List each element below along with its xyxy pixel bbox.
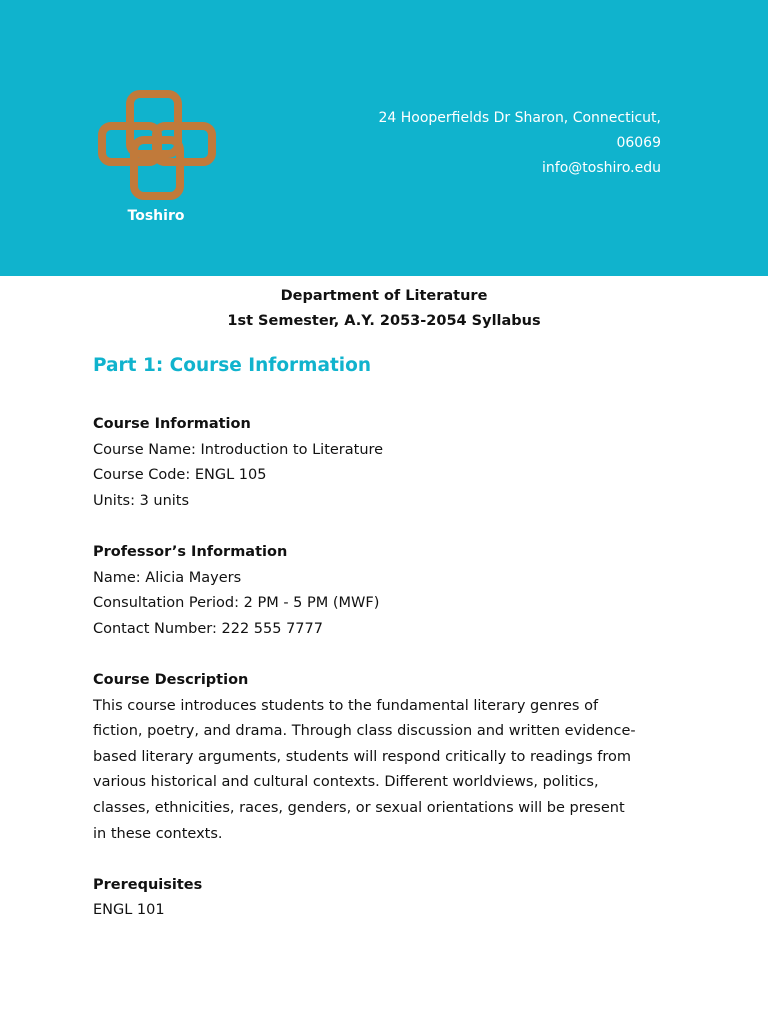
address-line-2: 06069 [616, 135, 661, 151]
course-info-section [93, 412, 675, 514]
consultation-period: Consultation Period: 2 PM - 5 PM (MWF) [93, 595, 380, 612]
header-banner [0, 0, 768, 276]
course-info-heading: Course Information [93, 416, 251, 432]
professor-heading: Professor’s Information [93, 543, 288, 560]
description-line: various historical and cultural contexts. Different worldviews, politics, [93, 774, 599, 791]
prerequisites-section [93, 873, 675, 924]
description-line: based literary arguments, students will respond critically to readings from [93, 748, 631, 765]
course-name: Course Name: Introduction to Literature [93, 441, 384, 458]
address-line-1: 24 Hooperfields Dr Sharon, Connecticut, [378, 110, 661, 126]
professor-name: Name: Alicia Mayers [93, 569, 242, 586]
contact-number: Contact Number: 222 555 7777 [93, 620, 323, 637]
course-code: Course Code: ENGL 105 [93, 467, 267, 484]
document-titles [0, 284, 768, 334]
description-line: classes, ethnicities, races, genders, or sexual orientations will be present [93, 799, 625, 816]
part-title: Part 1: Course Information [93, 355, 372, 376]
contact-address-block [321, 106, 661, 181]
email-address[interactable]: info@toshiro.edu [542, 160, 661, 176]
department-title: Department of Literature [280, 288, 488, 304]
prerequisites-value: ENGL 101 [93, 902, 165, 919]
logo-name: Toshiro [127, 208, 185, 224]
description-section [93, 668, 675, 847]
prerequisites-heading: Prerequisites [93, 876, 203, 893]
description-line: This course introduces students to the fundamental literary genres of [93, 697, 599, 714]
document-body [0, 352, 768, 924]
course-units: Units: 3 units [93, 492, 190, 509]
description-heading: Course Description [93, 671, 249, 688]
toshiro-logo-icon [96, 88, 218, 204]
semester-title: 1st Semester, A.Y. 2053-2054 Syllabus [227, 313, 541, 329]
description-line: in these contexts. [93, 825, 223, 842]
description-line: fiction, poetry, and drama. Through class discussion and written evidence- [93, 723, 636, 740]
professor-section [93, 540, 675, 642]
